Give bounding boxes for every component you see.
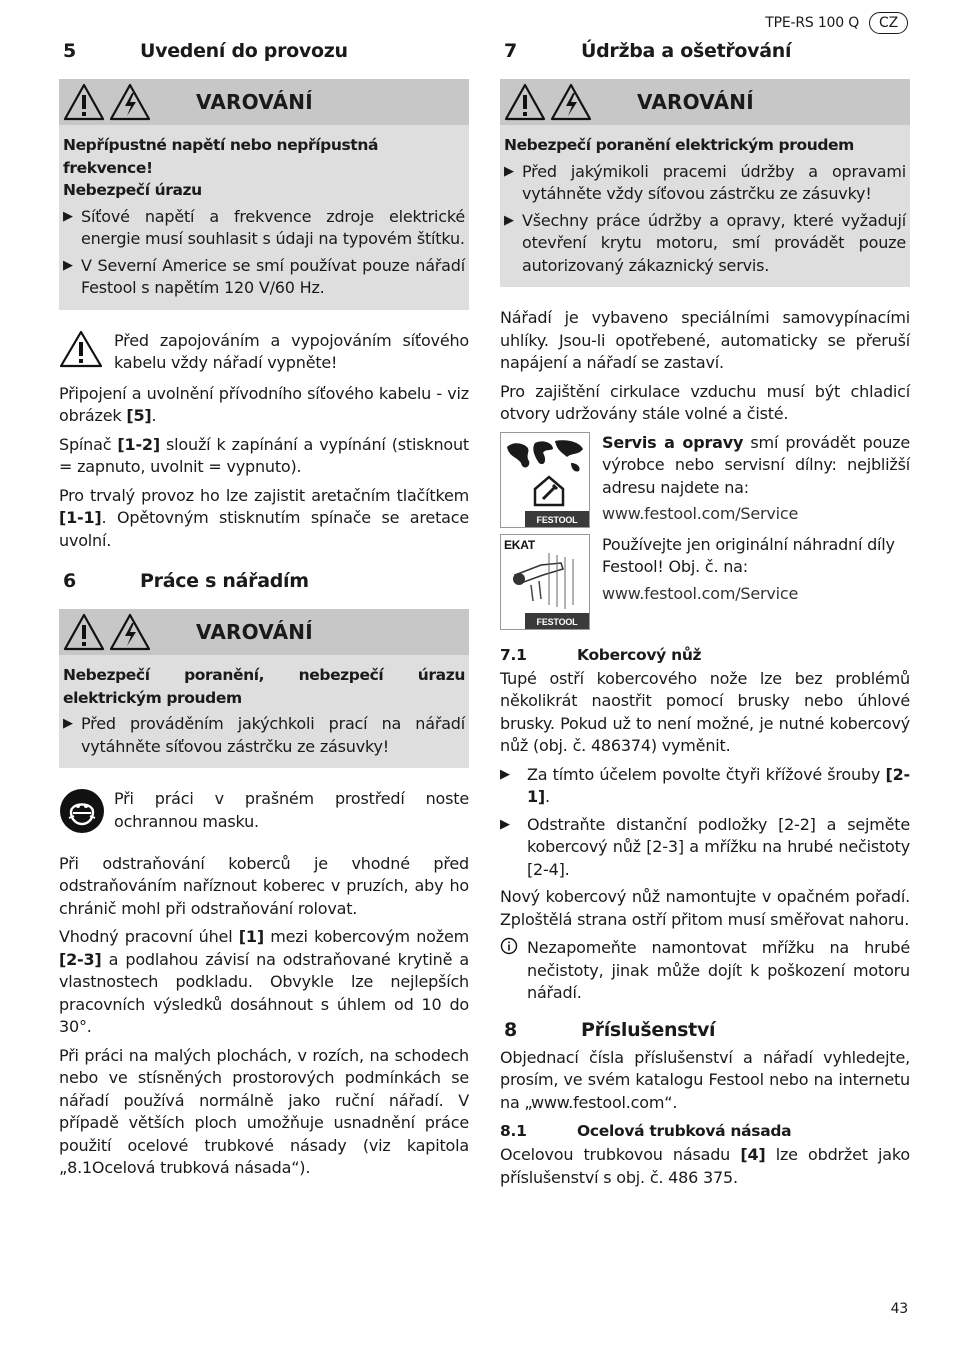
- section-title: Uvedení do provozu: [140, 40, 348, 62]
- paragraph: Nový kobercový nůž namontujte v opačném pořadí. Zploštělá strana ostří přitom musí směřovat nahoru.: [500, 887, 910, 929]
- right-column: [500, 36, 910, 1195]
- caution-text: Před zapojováním a vypojováním síťového kabelu vždy nářadí vypněte!: [114, 330, 469, 372]
- info-icon: [500, 937, 518, 955]
- bullet-item: ▶ Před prováděním jakýchkoli prací na nářadí vytáhněte síťovou zástrčku ze zásuvky!: [63, 713, 465, 758]
- warning-triangle-icon: [63, 613, 105, 651]
- bullet-item: ▶ Všechny práce údržby a opravy, které vyžadují otevření krytu motoru, smí provádět pouze autorizovaný zákaznický servis.: [504, 210, 906, 278]
- ekat-image: [500, 534, 590, 630]
- caution-note: [59, 330, 469, 375]
- section-number: 5: [63, 40, 76, 62]
- mask-text: Při práci v prašném prostředí noste ochrannou masku.: [114, 789, 469, 831]
- warning-box: [59, 79, 469, 310]
- section-title: Ocelová trubková násada: [577, 1122, 792, 1140]
- bullet-arrow-icon: ▶: [504, 163, 514, 179]
- spare-parts-catalog-icon: [501, 535, 589, 629]
- warning-subtitle: Nebezpečí poranění elektrickým proudem: [504, 136, 854, 154]
- paragraph: Při práci na malých plochách, v rozích, na schodech nebo ve stísněných prostorových podmínkách se nářadí používá normálně jako ruční nářadí. V případě větších ploch umožňuje usnadnění práce použití ocelové trubkové násady (viz kapitola „8.1Ocelová trubková násada“).: [59, 1045, 469, 1177]
- warning-triangle-icon: [59, 330, 103, 368]
- warning-bar: [500, 79, 910, 125]
- section-number: 7.1: [500, 645, 527, 664]
- page-header: [765, 12, 908, 35]
- warning-title: VAROVÁNÍ: [196, 619, 313, 644]
- warning-title: VAROVÁNÍ: [196, 89, 313, 114]
- paragraph: Spínač [1-2] slouží k zapínání a vypínání (stisknout = zapnuto, uvolnit = vypnuto).: [59, 434, 470, 476]
- dust-mask-icon: [59, 788, 105, 834]
- step-arrow-icon: ▶: [500, 766, 510, 782]
- section-title: Údržba a ošetřování: [581, 40, 792, 62]
- section-8-1-heading: [500, 1120, 910, 1142]
- bullet-arrow-icon: ▶: [63, 208, 73, 224]
- section-title: Kobercový nůž: [577, 645, 702, 664]
- paragraph: Pro trvalý provoz ho lze zajistit aretačním tlačítkem [1-1]. Opětovným stisknutím spínače se aretace uvolní.: [59, 485, 469, 550]
- service-info: [500, 432, 910, 528]
- warning-triangle-icon: [63, 83, 105, 121]
- paragraph: Nářadí je vybaveno speciálními samovypínacími uhlíky. Jsou-li opotřebené, automaticky se přeruší napájení a nářadí se zastaví.: [500, 308, 910, 372]
- warning-bar: [59, 79, 469, 125]
- electric-hazard-icon: [550, 83, 592, 121]
- language-badge: CZ: [869, 12, 908, 34]
- section-8-heading: [500, 1015, 910, 1045]
- paragraph: Vhodný pracovní úhel [1] mezi kobercovým nožem [2-3] a podlahou závisí na odstraňované krytině a vlastnostech podkladu. Obvykle lze nejlepších pracovních výsledků dosáhnout s úhlem od 10 do 30°.: [59, 927, 469, 1036]
- section-7-1-heading: [500, 644, 910, 666]
- paragraph: Objednací čísla příslušenství a nářadí vyhledejte, prosím, ve svém katalogu Festool nebo na internetu na „www.festool.com“.: [500, 1047, 910, 1112]
- img2-label: FESTOOL: [536, 616, 578, 627]
- world-map-service-icon: [501, 433, 589, 527]
- info-text: Nezapomeňte namontovat mřížku na hrubé nečistoty, jinak může dojít k poškození motoru nářadí.: [527, 938, 910, 1002]
- model-name: TPE-RS 100 Q: [765, 15, 860, 31]
- section-title: Příslušenství: [581, 1018, 716, 1041]
- bullet-item: ▶ Síťové napětí a frekvence zdroje elektrické energie musí souhlasit s údaji na typovém štítku.: [63, 206, 465, 251]
- warning-box: [500, 79, 910, 287]
- paragraph: Při odstraňování koberců je vhodné před odstraňováním naříznout koberec v pruzích, aby ho chránič mohl při odstraňování rolovat.: [59, 853, 469, 918]
- info-note: [500, 937, 910, 1005]
- bullet-arrow-icon: ▶: [504, 212, 514, 228]
- parts-text: Používejte jen originální náhradní díly Festool! Obj. č. na:: [602, 534, 895, 576]
- service-bold: Servis a opravy: [602, 432, 744, 452]
- bullet-item: ▶ Před jakýmikoli pracemi údržby a opravami vytáhněte vždy síťovou zástrčku ze zásuvky!: [504, 161, 906, 206]
- bullet-item: ▶ V Severní Americe se smí používat pouze nářadí Festool s napětím 120 V/60 Hz.: [63, 255, 465, 300]
- section-6-heading: [59, 566, 469, 596]
- world-service-image: [500, 432, 590, 528]
- warning-box: [59, 609, 469, 768]
- paragraph: Připojení a uvolnění přívodního síťového kabelu - viz obrázek [5].: [59, 383, 469, 425]
- bullet-arrow-icon: ▶: [63, 257, 73, 273]
- mask-note: [59, 788, 469, 841]
- left-column: [59, 36, 469, 1186]
- service-text: smí provádět pouze výrobce nebo servisní dílny: nejbližší adresu najdete na:: [602, 432, 910, 497]
- parts-url-link[interactable]: www.festool.com/Service: [602, 583, 799, 603]
- img1-label: FESTOOL: [536, 514, 578, 525]
- warning-subtitle: Nebezpečí poranění, nebezpečí úrazu elektrickým proudem: [63, 666, 465, 707]
- paragraph: Tupé ostří kobercového nože lze bez problémů několikrát naostřit pomocí brusky nebo úhlové brusky. Pokud už to není možné, je nutné kobercový nůž (obj. č. 486374) vyměnit.: [500, 668, 910, 755]
- section-number: 7: [504, 40, 517, 62]
- spare-parts-info: [500, 534, 910, 630]
- section-number: 6: [63, 570, 76, 592]
- section-number: 8.1: [500, 1122, 527, 1140]
- electric-hazard-icon: [109, 83, 151, 121]
- warning-title: VAROVÁNÍ: [637, 89, 754, 114]
- section-7-heading: [500, 36, 910, 66]
- warning-subtitle: Nebezpečí úrazu: [63, 181, 202, 199]
- warning-subtitle: Nepřípustné napětí nebo nepřípustná frekvence!: [63, 136, 379, 177]
- img2-top-label: EKAT: [504, 537, 535, 552]
- paragraph: Pro zajištění cirkulace vzduchu musí být chladicí otvory udržovány stále volné a čisté.: [500, 381, 910, 423]
- step-item: ▶ Odstraňte distanční podložky [2-2] a sejměte kobercový nůž [2-3] a mřížku na hrubé nečistoty [2-4].: [500, 814, 910, 882]
- service-url-link[interactable]: www.festool.com/Service: [602, 504, 799, 523]
- electric-hazard-icon: [109, 613, 151, 651]
- paragraph: Ocelovou trubkovou násadu [4] lze obdržet jako příslušenství s obj. č. 486 375.: [500, 1145, 910, 1187]
- page-number: 43: [890, 1301, 908, 1317]
- step-item: ▶ Za tímto účelem povolte čtyři křížové šrouby [2-1].: [500, 764, 910, 809]
- warning-triangle-icon: [504, 83, 546, 121]
- bullet-arrow-icon: ▶: [63, 716, 73, 731]
- section-number: 8: [504, 1018, 517, 1041]
- section-title: Práce s nářadím: [140, 570, 309, 592]
- section-5-heading: [59, 36, 469, 66]
- step-arrow-icon: ▶: [500, 816, 510, 832]
- warning-bar: [59, 609, 469, 655]
